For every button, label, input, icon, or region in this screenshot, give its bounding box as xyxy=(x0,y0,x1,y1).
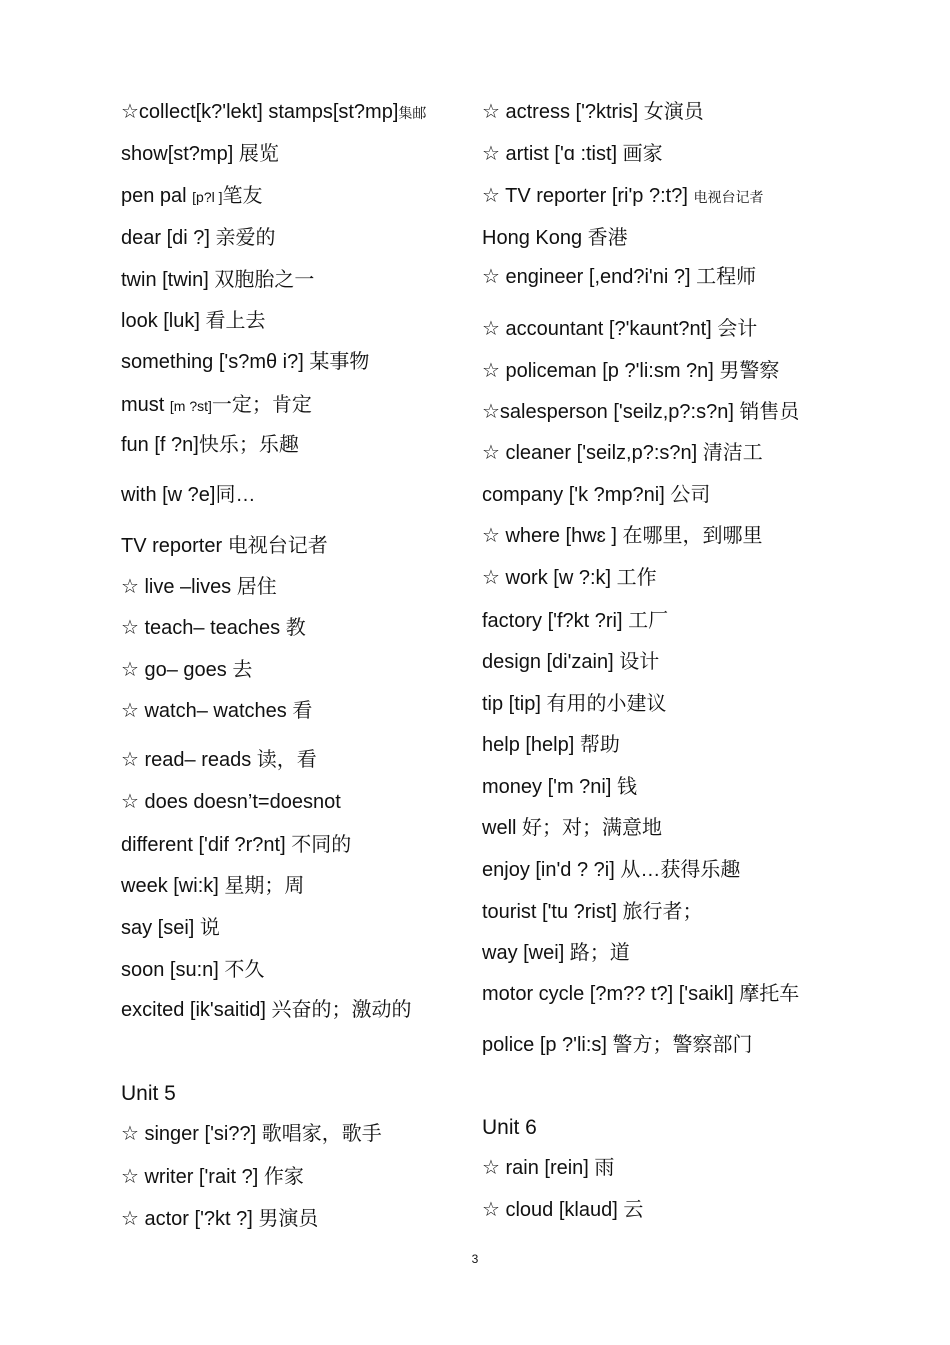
vocab-entry: ☆ live –lives 居住 xyxy=(121,576,277,598)
vocab-entry: Hong Kong 香港 xyxy=(482,227,628,249)
vocab-entry: week [wi:k] 星期；周 xyxy=(121,875,305,897)
vocab-entry: ☆ cloud [klaud] 云 xyxy=(482,1199,644,1221)
vocab-entry: look [luk] 看上去 xyxy=(121,310,266,332)
vocab-entry: tourist ['tu ?rist] 旅行者； xyxy=(482,901,703,923)
vocab-entry: design [di'zain] 设计 xyxy=(482,651,660,673)
page-number: 3 xyxy=(471,1252,479,1266)
vocab-entry: show[st?mp] 展览 xyxy=(121,143,279,165)
vocab-entry: police [p ?'li:s] 警方；警察部门 xyxy=(482,1034,753,1056)
vocab-entry: ☆ cleaner ['seilz,p?:s?n] 清洁工 xyxy=(482,442,763,464)
vocab-entry: motor cycle [?m?? t?] ['saikl] 摩托车 xyxy=(482,983,800,1005)
vocab-entry: well 好；对；满意地 xyxy=(482,817,663,839)
vocab-entry: ☆ does doesn’t=doesnot xyxy=(121,791,341,813)
vocab-entry: with [w ?e]同… xyxy=(121,484,256,506)
unit-heading: Unit 5 xyxy=(121,1082,176,1105)
vocab-entry: ☆ accountant [?'kaunt?nt] 会计 xyxy=(482,318,758,340)
vocab-entry: money ['m ?ni] 钱 xyxy=(482,776,637,798)
vocab-entry: company ['k ?mp?ni] 公司 xyxy=(482,484,711,506)
vocab-entry: ☆ actress ['?ktris] 女演员 xyxy=(482,101,704,123)
vocab-entry: ☆ where [hwɛ ] 在哪里，到哪里 xyxy=(482,525,763,547)
vocab-entry: ☆ artist ['ɑ :tist] 画家 xyxy=(482,143,663,165)
vocab-entry: enjoy [in'd ? ?i] 从…获得乐趣 xyxy=(482,859,741,881)
vocab-entry: ☆ policeman [p ?'li:sm ?n] 男警察 xyxy=(482,360,780,382)
vocab-entry: TV reporter 电视台记者 xyxy=(121,535,328,557)
vocab-entry: pen pal [p?l ]笔友 xyxy=(121,185,263,207)
vocab-entry: something ['s?mθ i?] 某事物 xyxy=(121,351,370,373)
vocab-entry: say [sei] 说 xyxy=(121,917,220,939)
vocab-entry: ☆ rain [rein] 雨 xyxy=(482,1157,615,1179)
vocab-entry: fun [f ?n]快乐；乐趣 xyxy=(121,434,299,456)
vocab-entry: dear [di ?] 亲爱的 xyxy=(121,227,276,249)
vocab-entry: ☆ singer ['si??] 歌唱家，歌手 xyxy=(121,1123,382,1145)
vocab-entry: ☆ teach– teaches 教 xyxy=(121,617,306,639)
vocab-entry: ☆ actor ['?kt ?] 男演员 xyxy=(121,1208,319,1230)
vocab-entry: excited [ik'saitid] 兴奋的；激动的 xyxy=(121,999,412,1021)
vocab-entry: twin [twin] 双胞胎之一 xyxy=(121,269,315,291)
vocab-entry: ☆ writer ['rait ?] 作家 xyxy=(121,1166,304,1188)
vocab-entry: ☆ TV reporter [ri'p ?:t?] 电视台记者 xyxy=(482,185,764,207)
vocab-entry: way [wei] 路；道 xyxy=(482,942,630,964)
vocab-entry: ☆ engineer [,end?i'ni ?] 工程师 xyxy=(482,266,757,288)
vocab-entry: different ['dif ?r?nt] 不同的 xyxy=(121,834,352,856)
vocab-entry: ☆ go– goes 去 xyxy=(121,659,253,681)
vocab-entry: ☆ watch– watches 看 xyxy=(121,700,313,722)
vocab-entry: must [m ?st]一定；肯定 xyxy=(121,394,312,416)
vocab-entry: help [help] 帮助 xyxy=(482,734,620,756)
vocab-entry: ☆salesperson ['seilz,p?:s?n] 销售员 xyxy=(482,401,800,423)
vocab-entry: factory ['f?kt ?ri] 工厂 xyxy=(482,610,669,632)
vocab-entry: ☆ read– reads 读，看 xyxy=(121,749,317,771)
vocab-entry: ☆collect[k?'lekt] stamps[st?mp]集邮 xyxy=(121,101,427,123)
vocab-entry: soon [su:n] 不久 xyxy=(121,959,265,981)
vocab-entry: ☆ work [w ?:k] 工作 xyxy=(482,567,657,589)
unit-heading: Unit 6 xyxy=(482,1116,537,1139)
vocab-entry: tip [tip] 有用的小建议 xyxy=(482,693,667,715)
